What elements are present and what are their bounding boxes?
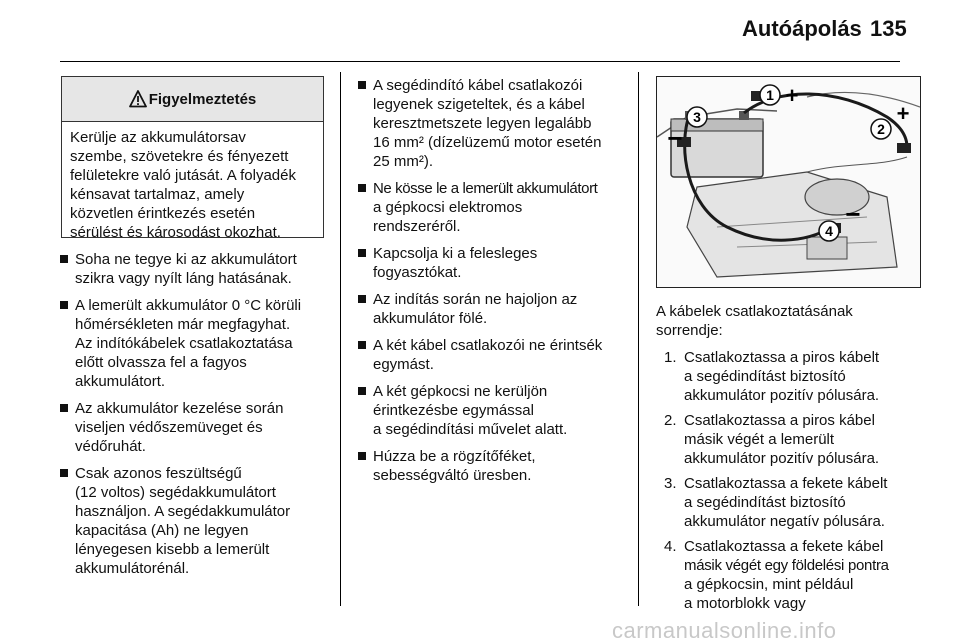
list-item: A két kábel csatlakozói ne érintsék egymást. <box>355 336 637 374</box>
warning-line: felületekre való jutását. A folyadék <box>70 167 296 184</box>
watermark: carmanualsonline.info <box>612 618 837 643</box>
column-1-bullets <box>57 250 337 586</box>
instructions-intro: A kábelek csatlakoztatásának sorrendje: <box>656 303 853 339</box>
svg-text:1: 1 <box>766 87 774 103</box>
list-item: Kapcsolja ki a felesleges fogyasztókat. <box>355 244 637 282</box>
minus-sign-icon: − <box>667 123 683 153</box>
list-item: A lemerült akkumulátor 0 °C körüli hőmérsékleten már megfagyhat. Az indítókábelek csatlakoztatása előtt olvassza fel a fagyos akkumulátort. <box>57 296 337 391</box>
warning-line: szembe, szövetekre és fényezett <box>70 148 289 165</box>
warning-header <box>62 77 323 122</box>
column-3-instructions <box>656 302 936 619</box>
header-rule <box>60 61 900 62</box>
warning-text <box>62 122 323 242</box>
plus-sign-icon: + <box>896 101 910 126</box>
warning-box <box>61 76 324 241</box>
page-number: 135 <box>870 16 907 41</box>
svg-text:4: 4 <box>825 223 833 239</box>
list-item: Ne kösse le a lemerült akkumulátort a gépkocsi elektromos rendszeréről. <box>355 179 637 236</box>
jump-start-illustration <box>656 76 921 288</box>
step-item: 3. Csatlakoztassa a fekete kábelt a segédindítást biztosító akkumulátor negatív pólusára. <box>664 475 888 530</box>
minus-sign-icon: − <box>845 199 861 229</box>
list-item: A segédindító kábel csatlakozói legyenek szigeteltek, és a kábel keresztmetszete legyen legalább 16 mm² (dízelüzemű motor esetén 25 mm²). <box>355 76 637 171</box>
warning-line: kénsavat tartalmaz, amely <box>70 186 245 203</box>
svg-text:2: 2 <box>877 121 885 137</box>
column-divider-2 <box>638 72 639 606</box>
warning-line: Kerülje az akkumulátorsav <box>70 129 246 146</box>
step-item: 2. Csatlakoztassa a piros kábel másik végét a lemerült akkumulátor pozitív pólusára. <box>664 412 880 467</box>
warning-triangle-icon <box>129 90 147 108</box>
step-item: 1. Csatlakoztassa a piros kábelt a segédindítást biztosító akkumulátor pozitív pólusára. <box>664 349 880 404</box>
page-header <box>0 0 960 62</box>
list-item: Húzza be a rögzítőféket, sebességváltó üresben. <box>355 447 637 485</box>
svg-text:3: 3 <box>693 109 701 125</box>
warning-line: közvetlen érintkezés esetén <box>70 205 256 222</box>
step-item: 4. Csatlakoztassa a fekete kábel másik végét egy földelési pontra a gépkocsin, mint például a motorblokk vagy <box>664 538 889 612</box>
list-item: Soha ne tegye ki az akkumulátort szikra vagy nyílt láng hatásának. <box>57 250 337 288</box>
list-item: A két gépkocsi ne kerüljön érintkezésbe egymással a segédindítási művelet alatt. <box>355 382 637 439</box>
column-2-bullets <box>355 76 637 493</box>
clamp-icon <box>897 143 911 153</box>
warning-title: Figyelmeztetés <box>148 90 257 108</box>
plus-sign-icon: + <box>785 83 799 108</box>
list-item: Az akkumulátor kezelése során viseljen védőszemüveget és védőruhát. <box>57 399 337 456</box>
column-divider-1 <box>340 72 341 606</box>
warning-line: sérülést és károsodást okozhat. <box>70 224 281 241</box>
engine-bay-drawing <box>657 77 920 287</box>
list-item: Csak azonos feszültségű (12 voltos) segédakkumulátort használjon. A segédakkumulátor kapacitása (Ah) ne legyen lényegesen kisebb a lemerült akkumulátorénál. <box>57 464 337 578</box>
section-title: Autóápolás <box>742 16 862 41</box>
list-item: Az indítás során ne hajoljon az akkumulátor fölé. <box>355 290 637 328</box>
